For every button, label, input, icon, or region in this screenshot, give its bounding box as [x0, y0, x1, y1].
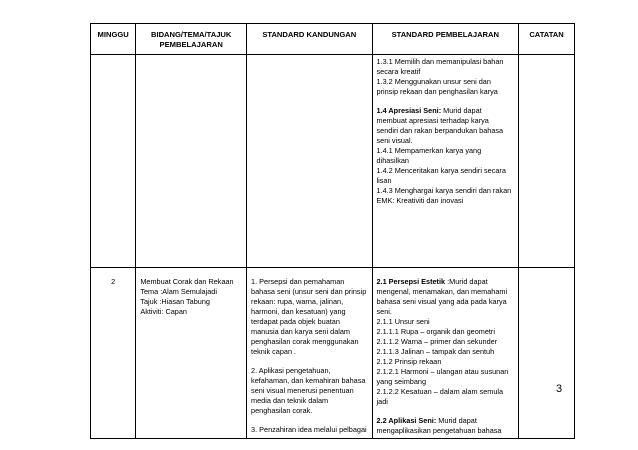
- text-line: 1. Persepsi dan pemahaman: [251, 277, 345, 286]
- text-line: 1.4.2 Menceritakan karya sendiri secara: [376, 166, 506, 175]
- text-line: seni visual.: [376, 136, 413, 145]
- text-line: penghasilan corak menggunakan: [251, 337, 359, 346]
- header-standard-kandungan: STANDARD KANDUNGAN: [247, 24, 372, 55]
- text-line: EMK: Kreativiti dan inovasi: [376, 196, 464, 205]
- text-line: harmoni, dan kesatuan) yang: [251, 307, 346, 316]
- text-line: terdapat pada objek buatan: [251, 317, 340, 326]
- cell-bidang: [136, 268, 247, 439]
- text-line: dihasilkan: [376, 156, 409, 165]
- text-line: kefahaman, dan kemahiran bahasa: [251, 376, 366, 385]
- cell-minggu: 2: [91, 268, 136, 439]
- cell-minggu: [91, 55, 136, 268]
- header-bidang: BIDANG/TEMA/TAJUK PEMBELAJARAN: [136, 24, 247, 55]
- text-line: 1.4.3 Menghargai karya sendiri dan rakan: [376, 186, 512, 195]
- text-line: Aktiviti: Capan: [140, 307, 187, 316]
- text-line: penghasilan corak.: [251, 406, 313, 415]
- text-line: 3. Penzahiran idea melalui pelbagai: [251, 425, 367, 434]
- text-line: lisan: [376, 176, 392, 185]
- text-line: 2.1.2.2 Kesatuan – dalam alam semula: [376, 387, 504, 396]
- text-line: bahasa seni (unsur seni dan prinsip: [251, 287, 367, 296]
- header-minggu: MINGGU: [91, 24, 136, 55]
- header-catatan: CATATAN: [519, 24, 575, 55]
- text-line: sendiri dan rakan berpandukan bahasa: [376, 126, 504, 135]
- text-line: 1.3.2 Menggunakan unsur seni dan: [376, 77, 491, 86]
- cell-catatan: [519, 268, 575, 439]
- text-line: secara kreatif: [376, 67, 421, 76]
- page-number: 3: [556, 383, 563, 395]
- text-line: prinsip rekaan dan penghasilan karya: [376, 87, 498, 96]
- cell-bidang: [136, 55, 247, 268]
- text-line: 2.1.2.1 Harmoni – ulangan atau susunan: [376, 367, 509, 376]
- cell-kandungan: [247, 55, 372, 268]
- text-line: Tajuk :Hiasan Tabung: [140, 297, 210, 306]
- text-line: media dan teknik dalam: [251, 396, 329, 405]
- header-row: [91, 24, 575, 55]
- cell-catatan: [519, 55, 575, 268]
- text-line: rekaan: rupa, warna, jalinan,: [251, 297, 344, 306]
- text-line: 1.3.1 Memilih dan memanipulasi bahan: [376, 57, 504, 66]
- text-line: 2.1.1 Unsur seni: [376, 317, 430, 326]
- text-line: 2.1.1.1 Rupa – organik dan geometri: [376, 327, 495, 336]
- section-heading-line: 2.1 Persepsi Estetik :Murid dapat: [376, 277, 488, 286]
- text-line: seni visual menerusi penentuan: [251, 386, 354, 395]
- text-line: 2. Aplikasi pengetahuan,: [251, 366, 331, 375]
- lesson-plan-table: [90, 23, 575, 439]
- text-line: yang seimbang: [376, 377, 427, 386]
- text-line: Membuat Corak dan Rekaan: [140, 277, 234, 286]
- text-line: 2.1.1.3 Jalinan – tampak dan sentuh: [376, 347, 495, 356]
- table-row: [91, 268, 575, 439]
- text-line: bahasa seni visual yang ada pada karya: [376, 297, 507, 306]
- cell-kandungan: [247, 268, 372, 439]
- text-line: Tema :Alam Semulajadi: [140, 287, 217, 296]
- section-heading-line: 2.2 Aplikasi Seni: Murid dapat: [376, 416, 477, 425]
- text-line: teknik capan .: [251, 347, 297, 356]
- text-line: mengaplikasikan pengetahuan bahasa: [376, 426, 502, 435]
- cell-pembelajaran: [372, 268, 519, 439]
- text-line: jadi: [376, 397, 388, 406]
- text-line: mengenal, menamakan, dan memahami: [376, 287, 508, 296]
- cell-pembelajaran: [372, 55, 519, 268]
- table-row: [91, 55, 575, 268]
- text-line: seni.: [376, 307, 392, 316]
- header-standard-pembelajaran: STANDARD PEMBELAJARAN: [372, 24, 519, 55]
- text-line: 1.4.1 Mempamerkan karya yang: [376, 146, 482, 155]
- text-line: 2.1.1.2 Warna – primer dan sekunder: [376, 337, 498, 346]
- section-heading-line: 1.4 Apresiasi Seni: Murid dapat: [376, 106, 482, 115]
- text-line: manusia dan karya seni dalam: [251, 327, 351, 336]
- text-line: 2.1.2 Prinsip rekaan: [376, 357, 442, 366]
- text-line: membuat apresiasi terhadap karya: [376, 116, 489, 125]
